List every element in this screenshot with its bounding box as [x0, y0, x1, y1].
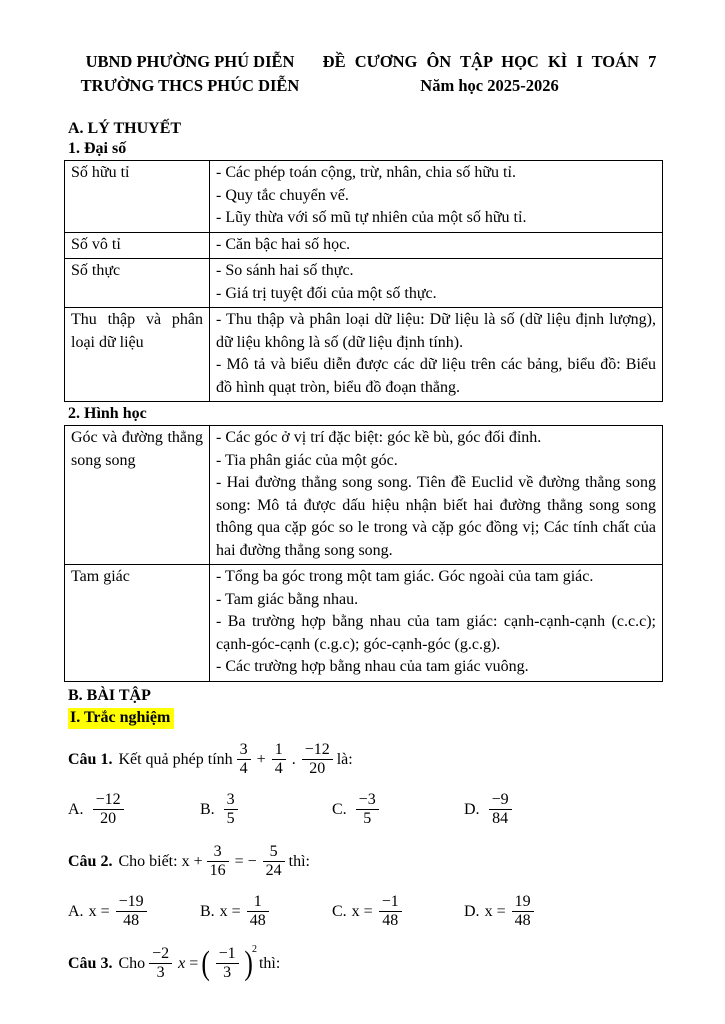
question-label: Câu 2.: [68, 852, 113, 870]
question-text-post: là:: [336, 750, 353, 768]
fraction: $\frac{-2}{3}$: [149, 945, 172, 982]
topic-cell: Góc và đường thẳng song song: [65, 426, 210, 565]
option-c: C. x = $\frac{-1}{48}$: [332, 893, 464, 930]
topic-line: - Mô tả và biểu diễn được các dữ liệu trên các bảng, biểu đồ: Biểu đồ hình quạt tròn, biểu đồ đoạn thẳng.: [216, 356, 656, 396]
question-2-options: [68, 891, 663, 933]
fraction: $\frac{3}{16}$: [207, 843, 229, 880]
topic-cell: Số hữu tỉ: [65, 161, 210, 233]
topic-line: - Các trường hợp bằng nhau của tam giác vuông.: [216, 658, 529, 675]
content-cell: [210, 426, 663, 565]
mcq-heading-wrap: [68, 708, 663, 729]
school-year: Năm học 2025-2026: [420, 76, 559, 95]
content-cell: [210, 308, 663, 402]
question-1-options: [68, 789, 663, 831]
option-a: A. $\frac{-12}{20}$: [68, 791, 200, 828]
subsection-geometry-title: 2. Hình học: [68, 405, 147, 422]
topic-line: - Các phép toán cộng, trừ, nhân, chia số hữu tỉ.: [216, 164, 516, 181]
question-label: Câu 1.: [68, 750, 113, 768]
question-1: [68, 739, 663, 781]
algebra-table: [64, 160, 663, 402]
option-a: A. x = $\frac{-19}{48}$: [68, 893, 200, 930]
question-text-post: thì:: [288, 852, 310, 870]
header-right-block: [316, 50, 663, 98]
document-title: ĐỀ CƯƠNG ÔN TẬP HỌC KÌ I TOÁN 7: [322, 52, 657, 71]
org-line-1: UBND PHƯỜNG PHÚ DIỄN: [85, 52, 295, 71]
question-2: [68, 841, 663, 883]
fraction: $\frac{-3}{5}$: [356, 791, 379, 828]
fraction: $\frac{3}{5}$: [224, 791, 238, 828]
fraction: $\frac{5}{24}$: [263, 843, 285, 880]
content-cell: [210, 259, 663, 308]
question-text-post: thì:: [258, 954, 281, 972]
fraction: $\frac{-1}{48}$: [379, 893, 402, 930]
topic-line: - Hai đường thẳng song song. Tiên đề Euclid về đường thẳng song song: Mô tả được dấu hiệu nhận biết hai đường thẳng song song thông qua cặp góc so le trong và cặp góc đồng vị; Các tính chất của hai đường thẳng song song.: [216, 474, 656, 559]
section-exercises-title: B. BÀI TẬP: [68, 686, 151, 704]
table-row: [65, 161, 663, 233]
equals-operator: =: [189, 954, 199, 972]
question-label: Câu 3.: [68, 954, 113, 972]
plus-operator: +: [256, 750, 266, 768]
option-d: D. $\frac{-9}{84}$: [464, 791, 516, 828]
topic-cell: Số thực: [65, 259, 210, 308]
topic-line: - Căn bậc hai số học.: [216, 235, 351, 253]
fraction: $\frac{-19}{48}$: [116, 893, 147, 930]
multiply-dot-operator: .: [291, 750, 296, 768]
topic-line: - Lũy thừa với số mũ tự nhiên của một số hữu tỉ.: [216, 209, 527, 226]
table-row: [65, 259, 663, 308]
subsection-algebra-title: 1. Đại số: [68, 140, 127, 157]
option-b: B. $\frac{3}{5}$: [200, 791, 332, 828]
fraction: $\frac{1}{4}$: [272, 741, 286, 778]
right-paren: ): [244, 944, 253, 982]
table-row: [65, 232, 663, 259]
topic-cell: Thu thập và phân loại dữ liệu: [65, 308, 210, 402]
topic-line: - Giá trị tuyệt đối của một số thực.: [216, 284, 437, 302]
fraction: $\frac{3}{4}$: [237, 741, 251, 778]
topic-line: - Tia phân giác của một góc.: [216, 451, 398, 469]
question-text: Cho: [118, 954, 146, 972]
fraction: $\frac{-12}{20}$: [93, 791, 124, 828]
topic-line: - Các góc ở vị trí đặc biệt: góc kề bù, góc đối đỉnh.: [216, 429, 542, 446]
topic-line: - Tổng ba góc trong một tam giác. Góc ngoài của tam giác.: [216, 568, 594, 585]
topic-line: - Ba trường hợp bằng nhau của tam giác: cạnh-cạnh-cạnh (c.c.c); cạnh-góc-cạnh (c.g.c); góc-cạnh-góc (g.c.g).: [216, 613, 656, 653]
table-row: [65, 565, 663, 682]
section-theory-title: A. LÝ THUYẾT: [68, 120, 182, 137]
question-3: [68, 943, 663, 985]
topic-cell: Số vô tỉ: [65, 232, 210, 259]
geometry-table: [64, 425, 663, 682]
topic-line: - Quy tắc chuyển vế.: [216, 186, 349, 204]
table-row: [65, 308, 663, 402]
question-text: Kết quả phép tính: [118, 750, 233, 768]
document-header: [64, 50, 663, 98]
topic-cell: Tam giác: [65, 565, 210, 682]
question-text: Cho biết: x +: [118, 852, 203, 870]
header-left-block: [64, 50, 316, 98]
left-paren: (: [201, 944, 211, 982]
content-cell: [210, 565, 663, 682]
fraction: $\frac{19}{48}$: [512, 893, 534, 930]
fraction: $\frac{-12}{20}$: [302, 741, 333, 778]
exponent: 2: [251, 944, 257, 955]
topic-line: - Thu thập và phân loại dữ liệu: Dữ liệu là số (dữ liệu định lượng), dữ liệu không là số (dữ liệu định tính).: [216, 311, 656, 351]
content-cell: [210, 161, 663, 233]
variable-x: x: [178, 954, 186, 972]
topic-line: - Tam giác bằng nhau.: [216, 590, 359, 608]
topic-line: - So sánh hai số thực.: [216, 262, 354, 279]
equals-minus-operator: = −: [234, 852, 257, 870]
content-cell: [210, 232, 663, 259]
fraction: $\frac{-9}{84}$: [489, 791, 512, 828]
option-c: C. $\frac{-3}{5}$: [332, 791, 464, 828]
mcq-section-title: I. Trắc nghiệm: [68, 708, 174, 729]
table-row: [65, 426, 663, 565]
option-d: D. x = $\frac{19}{48}$: [464, 893, 538, 930]
fraction: $\frac{1}{48}$: [247, 893, 269, 930]
option-b: B. x = $\frac{1}{48}$: [200, 893, 332, 930]
fraction: $\frac{-1}{3}$: [216, 945, 239, 982]
org-line-2: TRƯỜNG THCS PHÚC DIỄN: [80, 76, 300, 95]
